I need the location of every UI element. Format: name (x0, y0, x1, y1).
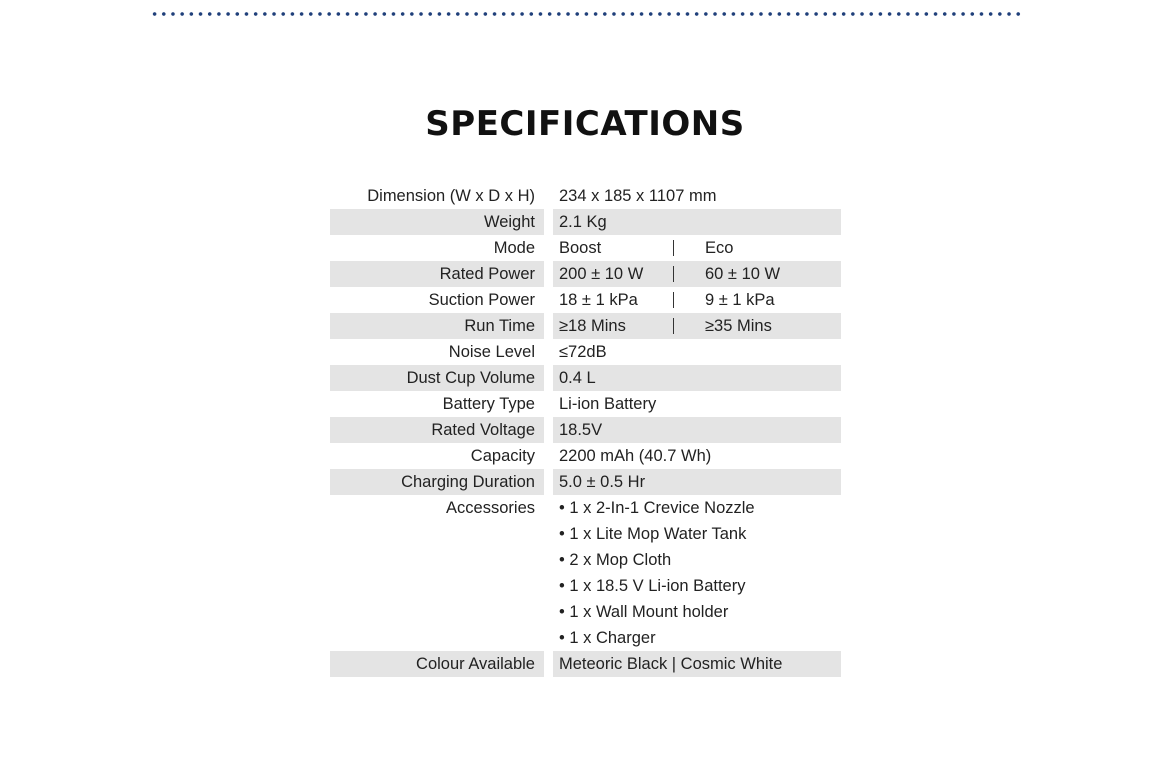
eco-value: 60 ± 10 W (705, 265, 781, 283)
list-item: • 1 x 18.5 V Li-ion Battery (559, 577, 746, 595)
spec-value: 2.1 Kg (553, 209, 841, 235)
spec-label: Accessories (446, 499, 535, 517)
spec-row-run-time (330, 313, 841, 339)
spec-row-accessories (330, 495, 841, 651)
eco-value: 9 ± 1 kPa (705, 291, 775, 309)
list-item: • 2 x Mop Cloth (559, 551, 672, 569)
spec-row-rated-power (330, 261, 841, 287)
spec-label: Capacity (470, 447, 535, 465)
list-item: • 1 x Charger (559, 629, 656, 647)
spec-label: Battery Type (442, 395, 535, 413)
spec-value: 2200 mAh (40.7 Wh) (559, 447, 712, 465)
spec-row-dimension (330, 183, 841, 209)
spec-row-dust-cup-volume (330, 365, 841, 391)
boost-value: Boost (559, 235, 674, 261)
spec-value (553, 313, 841, 339)
boost-value: ≥18 Mins (559, 313, 674, 339)
spec-label: Dimension (W x D x H) (367, 187, 535, 205)
spec-value (553, 261, 841, 287)
list-item: • 1 x Lite Mop Water Tank (559, 525, 747, 543)
spec-row-mode (330, 235, 841, 261)
list-item: • 1 x Wall Mount holder (559, 603, 729, 621)
specifications-table (330, 183, 841, 677)
spec-row-capacity (330, 443, 841, 469)
spec-row-rated-voltage (330, 417, 841, 443)
page-title: SPECIFICATIONS (425, 104, 745, 144)
spec-row-colour-available (330, 651, 841, 677)
boost-value: 200 ± 10 W (559, 261, 674, 287)
spec-value (553, 287, 841, 313)
spec-label: Charging Duration (330, 469, 544, 495)
list-item: • 1 x 2-In-1 Crevice Nozzle (559, 499, 755, 517)
spec-label: Rated Power (330, 261, 544, 287)
dotted-divider (150, 12, 1022, 16)
eco-value: Eco (705, 239, 734, 257)
spec-row-suction-power (330, 287, 841, 313)
spec-value (553, 235, 841, 261)
spec-row-charging-duration (330, 469, 841, 495)
spec-value: ≤72dB (559, 343, 607, 361)
spec-value: Meteoric Black | Cosmic White (553, 651, 841, 677)
boost-value: 18 ± 1 kPa (559, 287, 674, 313)
spec-label: Rated Voltage (330, 417, 544, 443)
spec-label: Colour Available (330, 651, 544, 677)
eco-value: ≥35 Mins (705, 317, 772, 335)
spec-row-weight (330, 209, 841, 235)
spec-value: 234 x 185 x 1107 mm (559, 187, 717, 205)
spec-label: Weight (330, 209, 544, 235)
accessories-list (553, 495, 841, 651)
spec-value: 0.4 L (553, 365, 841, 391)
spec-label: Mode (493, 239, 535, 257)
spec-label: Noise Level (448, 343, 535, 361)
spec-value: 5.0 ± 0.5 Hr (553, 469, 841, 495)
spec-value: Li-ion Battery (559, 395, 657, 413)
spec-label: Dust Cup Volume (330, 365, 544, 391)
spec-row-noise-level (330, 339, 841, 365)
spec-label: Run Time (330, 313, 544, 339)
spec-label: Suction Power (428, 291, 535, 309)
spec-row-battery-type (330, 391, 841, 417)
spec-value: 18.5V (553, 417, 841, 443)
